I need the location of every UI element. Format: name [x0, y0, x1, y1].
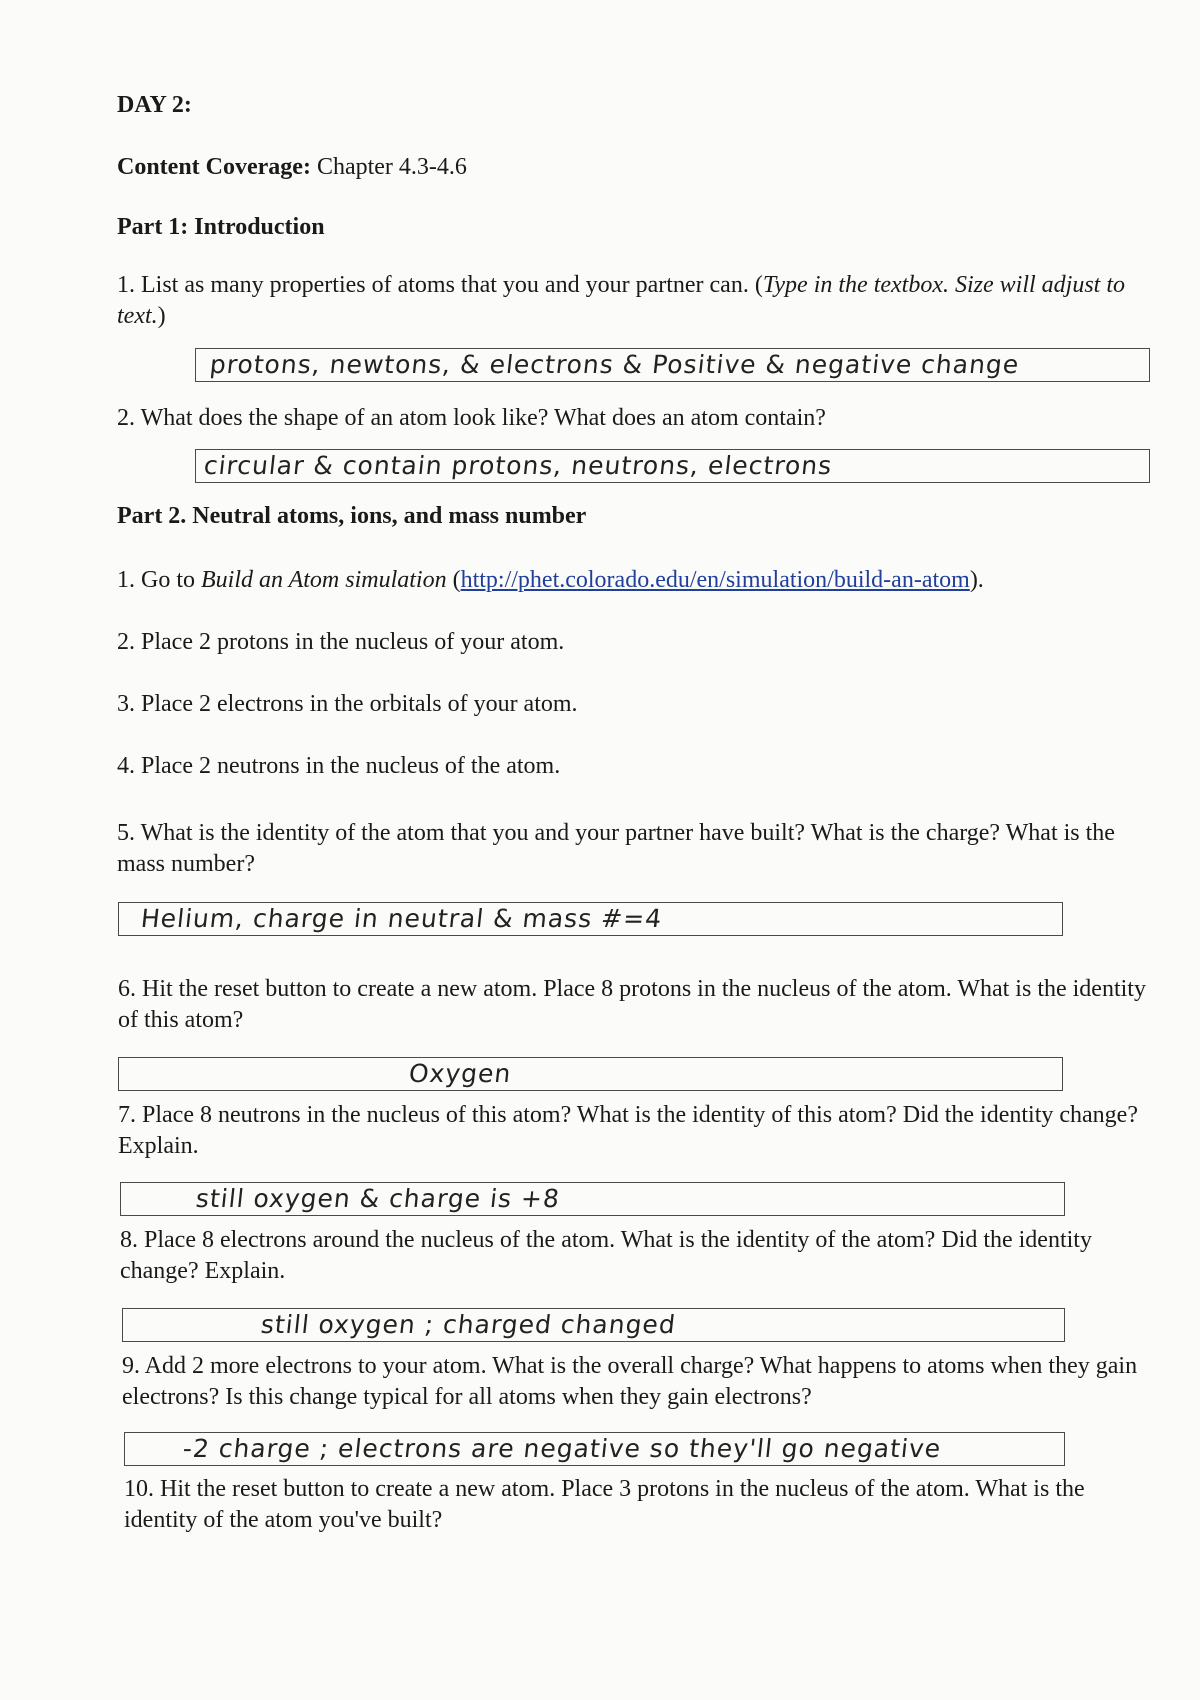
answer-box-5[interactable]	[118, 902, 1063, 936]
coverage-label: Content Coverage:	[117, 154, 311, 180]
step-6: 6. Hit the reset button to create a new atom. Place 8 protons in the nucleus of the atom. What is the identity of this atom?	[118, 976, 1146, 1033]
step-1-prefix: 1. Go to	[117, 567, 201, 593]
step-7: 7. Place 8 neutrons in the nucleus of this atom? What is the identity of this atom? Did the identity change? Explain.	[118, 1102, 1138, 1159]
question-1-close: )	[157, 303, 166, 329]
answer-5-text: Helium, charge in neutral & mass #=4	[139, 904, 664, 933]
part2-title: Part 2. Neutral atoms, ions, and mass number	[117, 503, 587, 529]
answer-7-text: still oxygen & charge is +8	[194, 1184, 562, 1213]
answer-box-1[interactable]	[195, 348, 1150, 382]
answer-6-text: Oxygen	[407, 1059, 513, 1088]
question-1	[117, 270, 1147, 332]
answer-box-6[interactable]	[118, 1057, 1063, 1091]
answer-8-text: still oxygen ; charged changed	[259, 1310, 678, 1339]
answer-box-2[interactable]	[195, 449, 1150, 483]
step-3: 3. Place 2 electrons in the orbitals of your atom.	[117, 691, 578, 717]
step-1-simulation-name: Build an Atom simulation	[201, 567, 447, 593]
answer-box-9[interactable]	[124, 1432, 1065, 1466]
answer-1-text: protons, newtons, & electrons & Positive & negative change	[208, 350, 1021, 379]
answer-box-8[interactable]	[122, 1308, 1065, 1342]
step-5: 5. What is the identity of the atom that you and your partner have built? What is the charge? What is the mass number?	[117, 820, 1115, 877]
coverage-value: Chapter 4.3-4.6	[310, 154, 467, 180]
question-1-text: 1. List as many properties of atoms that you and your partner can. (	[117, 272, 763, 298]
step-4: 4. Place 2 neutrons in the nucleus of the atom.	[117, 753, 561, 779]
step-8: 8. Place 8 electrons around the nucleus of the atom. What is the identity of the atom? Did the identity change? Explain.	[120, 1227, 1092, 1284]
step-10: 10. Hit the reset button to create a new atom. Place 3 protons in the nucleus of the atom. What is the identity of the atom you've built?	[124, 1476, 1085, 1533]
day-heading: DAY 2:	[117, 92, 192, 118]
step-2: 2. Place 2 protons in the nucleus of your atom.	[117, 629, 565, 655]
answer-box-7[interactable]	[120, 1182, 1065, 1216]
answer-9-text: -2 charge ; electrons are negative so they'll go negative	[181, 1434, 943, 1463]
content-coverage	[117, 154, 467, 181]
question-2: 2. What does the shape of an atom look like? What does an atom contain?	[117, 405, 826, 431]
step-1-close: ).	[969, 567, 984, 593]
step-1	[117, 565, 1147, 596]
answer-2-text: circular & contain protons, neutrons, electrons	[202, 451, 834, 480]
simulation-link[interactable]: http://phet.colorado.edu/en/simulation/build-an-atom	[460, 567, 970, 593]
question-1-instruction: Type in the textbox. Size will adjust to text.	[117, 272, 1125, 329]
part1-title: Part 1: Introduction	[117, 214, 325, 240]
step-9: 9. Add 2 more electrons to your atom. What is the overall charge? What happens to atoms when they gain electrons? Is this change typical for all atoms when they gain electrons?	[122, 1353, 1138, 1410]
step-1-open: (	[446, 567, 461, 593]
